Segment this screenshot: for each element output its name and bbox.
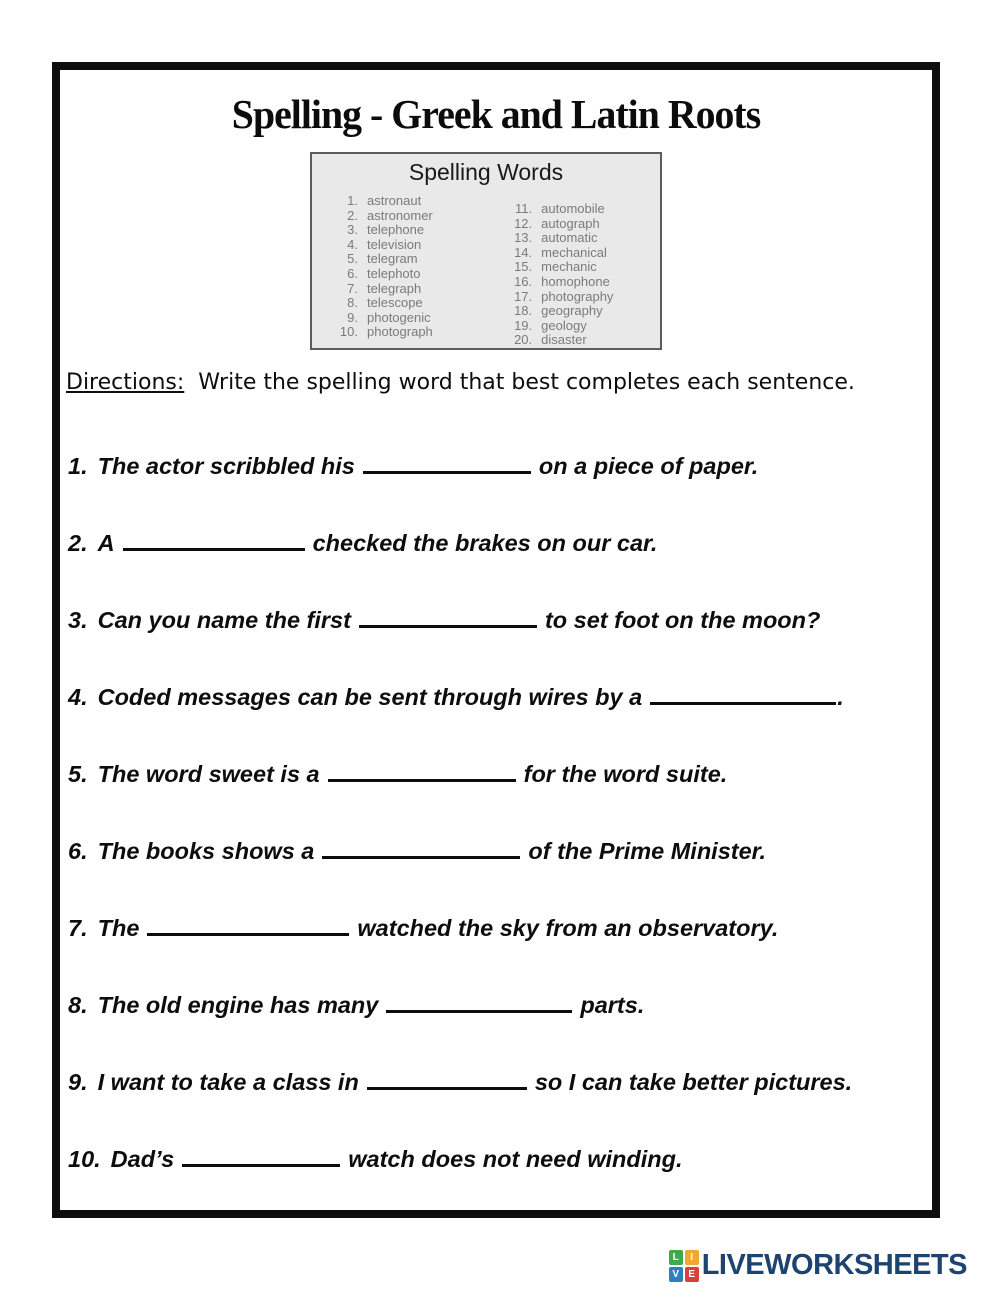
sentence-after: parts. bbox=[580, 992, 645, 1018]
word-number: 1. bbox=[347, 193, 358, 208]
sentence-before: Coded messages can be sent through wires by a bbox=[97, 684, 643, 710]
sentence-list bbox=[68, 451, 934, 1221]
word-text: photograph bbox=[367, 324, 433, 340]
word-text: homophone bbox=[541, 273, 610, 289]
logo-letter-cell: V bbox=[669, 1267, 683, 1282]
word-item bbox=[506, 246, 660, 261]
logo-letter-cell: E bbox=[685, 1267, 699, 1282]
word-item bbox=[506, 304, 660, 319]
sentence-row bbox=[68, 605, 934, 635]
sentence-row bbox=[68, 1144, 934, 1174]
page-title: Spelling - Greek and Latin Roots bbox=[231, 91, 761, 137]
sentence-after: of the Prime Minister. bbox=[528, 838, 767, 864]
sentence-before: Dad’s bbox=[110, 1146, 175, 1172]
word-number: 8. bbox=[347, 295, 358, 311]
directions-text: Write the spelling word that best completes each sentence. bbox=[198, 370, 855, 395]
word-column-right bbox=[506, 194, 660, 348]
word-item bbox=[506, 333, 660, 348]
sentence-number: 5. bbox=[68, 761, 88, 787]
word-item bbox=[506, 260, 660, 275]
word-text: automobile bbox=[541, 201, 605, 216]
word-number: 18. bbox=[514, 303, 533, 319]
word-text: mechanical bbox=[541, 244, 607, 260]
word-text: astronomer bbox=[367, 207, 433, 223]
sentence-row bbox=[68, 1067, 934, 1097]
word-text: photography bbox=[541, 288, 614, 304]
word-item bbox=[332, 267, 478, 282]
answer-blank[interactable] bbox=[182, 1148, 340, 1167]
word-text: disaster bbox=[541, 332, 587, 348]
sentence-number: 8. bbox=[68, 992, 88, 1018]
word-number: 11. bbox=[515, 201, 533, 216]
word-number: 7. bbox=[347, 280, 358, 296]
word-text: automatic bbox=[541, 230, 598, 246]
word-item bbox=[506, 217, 660, 232]
word-number: 20. bbox=[514, 332, 533, 348]
word-item bbox=[506, 202, 660, 217]
sentence-before: The books shows a bbox=[97, 838, 315, 864]
word-text: telephoto bbox=[367, 265, 421, 281]
sentence-row bbox=[68, 451, 934, 481]
word-text: telegram bbox=[367, 251, 418, 267]
word-item bbox=[332, 282, 478, 297]
sentence-row bbox=[68, 682, 934, 712]
word-number: 15. bbox=[514, 259, 533, 275]
sentence-number: 4. bbox=[68, 684, 88, 710]
word-number: 5. bbox=[347, 251, 358, 267]
word-number: 17. bbox=[514, 288, 533, 304]
word-item bbox=[332, 238, 478, 253]
directions-label: Directions: bbox=[66, 370, 185, 395]
word-item bbox=[506, 231, 660, 246]
word-number: 12. bbox=[514, 215, 533, 231]
sentence-after: watch does not need winding. bbox=[348, 1146, 683, 1172]
sentence-after: so I can take better pictures. bbox=[534, 1069, 853, 1095]
spelling-words-box bbox=[310, 152, 662, 350]
word-item bbox=[332, 296, 478, 311]
sentence-row bbox=[68, 990, 934, 1020]
directions bbox=[66, 370, 936, 395]
word-text: television bbox=[367, 236, 422, 252]
word-text: telephone bbox=[367, 222, 425, 238]
sentence-before: The word sweet is a bbox=[97, 761, 320, 787]
sentence-number: 2. bbox=[68, 530, 88, 556]
footer-logo bbox=[669, 1249, 967, 1282]
word-text: geology bbox=[541, 317, 587, 333]
sentence-after: to set foot on the moon? bbox=[544, 607, 821, 633]
sentence-number: 10. bbox=[68, 1146, 101, 1172]
word-text: autograph bbox=[541, 215, 600, 231]
answer-blank[interactable] bbox=[386, 994, 572, 1013]
sentence-after: on a piece of paper. bbox=[538, 453, 759, 479]
word-item bbox=[332, 209, 478, 224]
answer-blank[interactable] bbox=[367, 1071, 527, 1090]
sentence-after: . bbox=[837, 684, 844, 710]
answer-blank[interactable] bbox=[123, 532, 305, 551]
sentence-after: checked the brakes on our car. bbox=[312, 530, 658, 556]
word-number: 2. bbox=[347, 207, 358, 223]
sentence-before: The old engine has many bbox=[97, 992, 379, 1018]
word-item bbox=[506, 290, 660, 305]
word-box-title: Spelling Words bbox=[408, 159, 564, 185]
answer-blank[interactable] bbox=[359, 609, 537, 628]
word-number: 6. bbox=[347, 265, 358, 281]
word-number: 4. bbox=[347, 236, 358, 252]
word-number: 9. bbox=[347, 309, 358, 325]
word-number: 13. bbox=[514, 230, 533, 246]
sentence-row bbox=[68, 528, 934, 558]
word-number: 10. bbox=[339, 324, 358, 340]
logo-letter-cell: I bbox=[685, 1250, 699, 1265]
sentence-before: The actor scribbled his bbox=[97, 453, 355, 479]
sentence-after: for the word suite. bbox=[523, 761, 728, 787]
worksheet-frame bbox=[52, 62, 940, 1218]
sentence-before: Can you name the first bbox=[97, 607, 351, 633]
word-text: astronaut bbox=[367, 193, 422, 208]
answer-blank[interactable] bbox=[147, 917, 349, 936]
sentence-before: A bbox=[97, 530, 115, 556]
word-item bbox=[332, 223, 478, 238]
sentence-number: 6. bbox=[68, 838, 88, 864]
sentence-before: I want to take a class in bbox=[97, 1069, 359, 1095]
word-text: geography bbox=[541, 303, 603, 319]
word-text: telegraph bbox=[367, 280, 422, 296]
answer-blank[interactable] bbox=[650, 686, 836, 705]
sentence-before: The bbox=[97, 915, 140, 941]
answer-blank[interactable] bbox=[322, 840, 520, 859]
word-number: 16. bbox=[514, 273, 533, 289]
sentence-number: 7. bbox=[68, 915, 88, 941]
answer-blank[interactable] bbox=[363, 455, 531, 474]
word-number: 3. bbox=[347, 222, 358, 238]
word-number: 19. bbox=[514, 317, 533, 333]
word-number: 14. bbox=[514, 244, 533, 260]
word-item bbox=[506, 319, 660, 334]
word-text: telescope bbox=[367, 295, 423, 311]
liveworksheets-grid-icon bbox=[669, 1250, 699, 1282]
sentence-row bbox=[68, 836, 934, 866]
sentence-row bbox=[68, 759, 934, 789]
word-item bbox=[332, 311, 478, 326]
sentence-number: 9. bbox=[68, 1069, 88, 1095]
word-column-left bbox=[332, 194, 478, 348]
sentence-after: watched the sky from an observatory. bbox=[357, 915, 779, 941]
logo-letter-cell: L bbox=[669, 1250, 683, 1265]
word-text: photogenic bbox=[367, 309, 431, 325]
sentence-number: 1. bbox=[68, 453, 88, 479]
sentence-row bbox=[68, 913, 934, 943]
word-item bbox=[332, 325, 478, 340]
brand-text: LIVEWORKSHEETS bbox=[701, 1249, 967, 1281]
word-text: mechanic bbox=[541, 259, 597, 275]
word-item bbox=[506, 275, 660, 290]
word-columns bbox=[312, 194, 660, 348]
answer-blank[interactable] bbox=[328, 763, 516, 782]
word-item bbox=[332, 252, 478, 267]
sentence-number: 3. bbox=[68, 607, 88, 633]
word-item bbox=[332, 194, 478, 209]
